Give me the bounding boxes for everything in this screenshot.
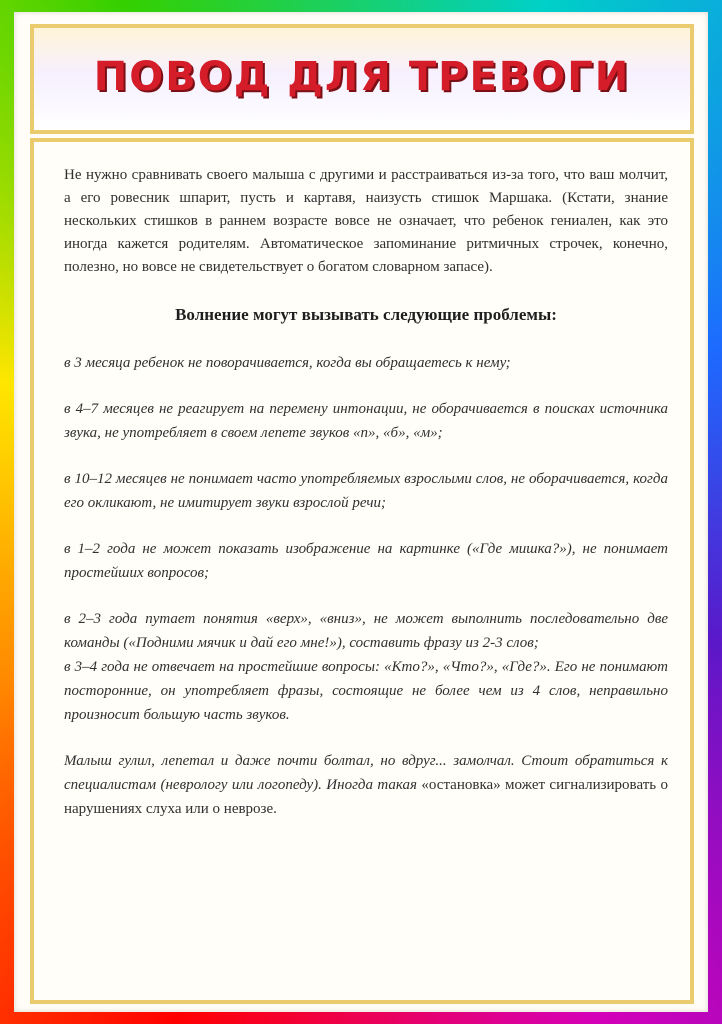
problem-item-4-7-months: в 4–7 месяцев не реагирует на перемену интонации, не оборачивается в поисках источника звука, не употребляет в своем лепете звуков «п», «б», «м»; bbox=[64, 401, 668, 441]
problem-item-1-2-years: в 1–2 года не может показать изображение на картинке («Где мишка?»), не понимает простейших вопросов; bbox=[64, 541, 668, 581]
intro-paragraph: Не нужно сравнивать своего малыша с другими и расстраиваться из-за того, что ваш молчит, а его ровесник шпарит, пусть и картавя, наизусть стишок Маршака. (Кстати, знание нескольких стишков в раннем возрасте вовсе не означает, что ребенок гениален, как это иногда кажется родителям. Автоматическое запоминание ритмичных строчек, конечно, полезно, но вовсе не свидетельствует о богатом словарном запасе). bbox=[64, 167, 668, 275]
problem-item-3-4-years: в 3–4 года не отвечает на простейшие вопросы: «Кто?», «Что?», «Где?». Его не понимают посторонние, он употребляет фразы, состоящие не более чем из 4 слов, неправильно произносит большую часть звуков. bbox=[64, 659, 668, 723]
problems-list bbox=[64, 351, 668, 727]
content-panel bbox=[30, 138, 694, 1004]
content-text bbox=[64, 164, 668, 821]
title-banner bbox=[30, 24, 694, 134]
outro-italic-text: Малыш гулил, лепетал и даже почти болтал, но вдруг... замолчал. Стоит обратиться к специалистам (неврологу или логопеду). Иногда такая bbox=[64, 753, 668, 793]
outro-regular-text: «остановка» может сигнализировать о нарушениях слуха или о неврозе. bbox=[64, 777, 668, 817]
problem-item-2-3-years: в 2–3 года путает понятия «верх», «вниз», не может выполнить последовательно две команды («Подними мячик и дай его мне!»), составить фразу из 2-3 слов; bbox=[64, 611, 668, 651]
problem-item-3-months: в 3 месяца ребенок не поворачивается, когда вы обращаетесь к нему; bbox=[64, 355, 511, 371]
problem-item-10-12-months: в 10–12 месяцев не понимает часто употребляемых взрослыми слов, не оборачивается, когда его окликают, не имитирует звуки взрослой речи; bbox=[64, 471, 668, 511]
problems-heading: Волнение могут вызывать следующие проблемы: bbox=[175, 305, 557, 324]
outro-paragraph bbox=[64, 749, 668, 821]
poster-title: ПОВОД ДЛЯ ТРЕВОГИ bbox=[93, 54, 631, 100]
